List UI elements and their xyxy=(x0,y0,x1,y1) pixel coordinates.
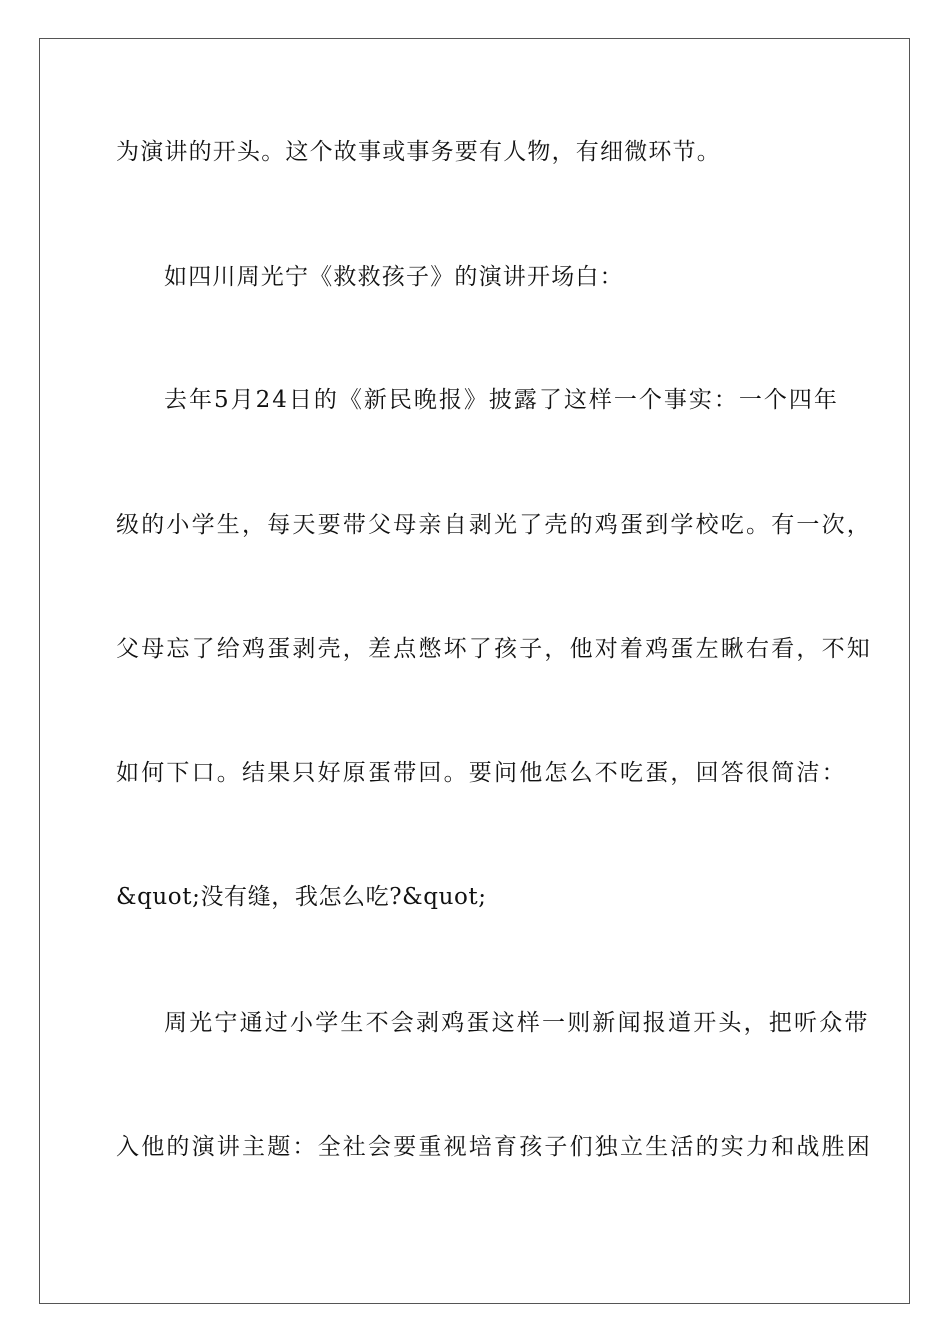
paragraph-line: 周光宁通过小学生不会剥鸡蛋这样一则新闻报道开头，把听众带 xyxy=(164,1010,870,1036)
paragraph-line: 去年5月24日的《新民晚报》披露了这样一个事实：一个四年 xyxy=(164,387,839,413)
paragraph-line: 为演讲的开头。这个故事或事务要有人物，有细微环节。 xyxy=(116,139,721,165)
page-border xyxy=(39,38,910,1304)
paragraph-line: 级的小学生，每天要带父母亲自剥光了壳的鸡蛋到学校吃。有一次， xyxy=(116,512,872,538)
paragraph-line: &quot;没有缝，我怎么吃?&quot; xyxy=(116,884,487,910)
paragraph-line: 如何下口。结果只好原蛋带回。要问他怎么不吃蛋，回答很简洁： xyxy=(116,760,847,786)
paragraph-line: 父母忘了给鸡蛋剥壳，差点憋坏了孩子，他对着鸡蛋左瞅右看，不知 xyxy=(116,636,872,662)
paragraph-line: 如四川周光宁《救救孩子》的演讲开场白： xyxy=(164,264,624,290)
paragraph-line: 入他的演讲主题：全社会要重视培育孩子们独立生活的实力和战胜困 xyxy=(116,1134,872,1160)
